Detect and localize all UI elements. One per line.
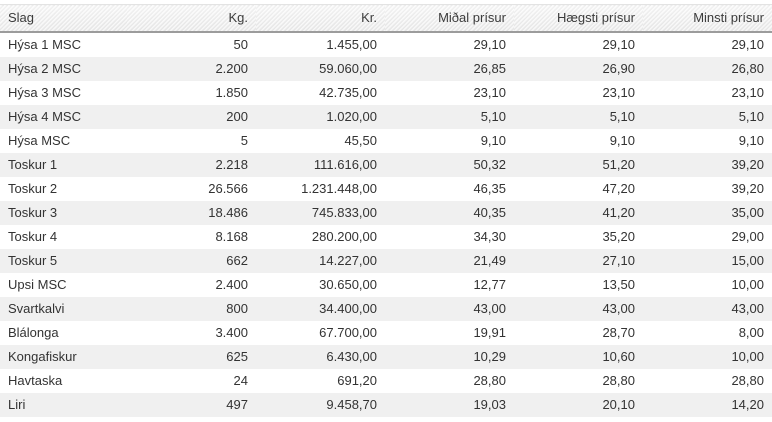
haegsti-prisur-cell: 28,70: [602, 325, 635, 340]
midal-prisur-cell: 9,10: [480, 133, 506, 148]
slag-cell: Toskur 2: [8, 181, 58, 196]
slag-cell: Toskur 1: [0, 153, 127, 177]
haegsti-prisur-cell: 27,10: [514, 249, 643, 273]
column-header-minsti-prisur: Minsti prísur: [643, 5, 772, 33]
slag-cell: Toskur 5: [0, 249, 127, 273]
midal-prisur-cell: 23,10: [473, 85, 506, 100]
minsti-prisur-cell: 9,10: [738, 133, 764, 148]
table-row: [0, 201, 772, 225]
haegsti-prisur-cell: 10,60: [514, 345, 643, 369]
kg-cell: 26.566: [208, 181, 248, 196]
kr-cell: 14.227,00: [256, 249, 385, 273]
kg-cell: 2.200: [127, 57, 256, 81]
slag-cell: Hýsa 3 MSC: [8, 85, 81, 100]
midal-prisur-cell: 5,10: [385, 105, 514, 129]
table-row: [0, 297, 772, 321]
table-row: [0, 225, 772, 249]
column-header-haegsti-prisur: Hægsti prísur: [514, 5, 643, 33]
table-row: [0, 393, 772, 417]
midal-prisur-cell: 19,91: [473, 325, 506, 340]
kr-cell: 691,20: [337, 373, 377, 388]
midal-prisur-cell: 10,29: [385, 345, 514, 369]
haegsti-prisur-cell: 28,80: [602, 373, 635, 388]
haegsti-prisur-cell: 5,10: [514, 105, 643, 129]
slag-cell: Hýsa 2 MSC: [0, 57, 127, 81]
slag-cell: Toskur 4: [8, 229, 58, 244]
table-row: [0, 249, 772, 273]
midal-prisur-cell: 50,32: [385, 153, 514, 177]
kg-cell: 50: [233, 37, 248, 52]
slag-cell: Blálonga: [8, 325, 59, 340]
table-row: [0, 153, 772, 177]
minsti-prisur-cell: 23,10: [731, 85, 764, 100]
kr-cell: 67.700,00: [319, 325, 377, 340]
minsti-prisur-cell: 10,00: [643, 345, 772, 369]
kr-cell: 59.060,00: [256, 57, 385, 81]
haegsti-prisur-cell: 29,10: [602, 37, 635, 52]
kr-cell: 45,50: [344, 133, 377, 148]
column-header-midal-prisur: Miðal prísur: [385, 5, 514, 33]
kg-cell: 662: [127, 249, 256, 273]
minsti-prisur-cell: 29,10: [731, 37, 764, 52]
midal-prisur-cell: 26,85: [385, 57, 514, 81]
table-row: [0, 345, 772, 369]
kr-cell: 9.458,70: [256, 393, 385, 417]
table-row: [0, 321, 772, 345]
kg-cell: 497: [127, 393, 256, 417]
minsti-prisur-cell: 15,00: [643, 249, 772, 273]
table-row: [0, 105, 772, 129]
minsti-prisur-cell: 8,00: [738, 325, 764, 340]
kr-cell: 280.200,00: [311, 229, 377, 244]
minsti-prisur-cell: 26,80: [643, 57, 772, 81]
midal-prisur-cell: 34,30: [473, 229, 506, 244]
midal-prisur-cell: 28,80: [473, 373, 506, 388]
minsti-prisur-cell: 35,00: [643, 201, 772, 225]
kr-cell: 111.616,00: [256, 153, 385, 177]
kg-cell: 625: [127, 345, 256, 369]
table-row: [0, 273, 772, 297]
minsti-prisur-cell: 29,00: [731, 229, 764, 244]
haegsti-prisur-cell: 13,50: [602, 277, 635, 292]
kr-cell: 745.833,00: [256, 201, 385, 225]
minsti-prisur-cell: 5,10: [643, 105, 772, 129]
midal-prisur-cell: 19,03: [385, 393, 514, 417]
table-row: [0, 81, 772, 105]
midal-prisur-cell: 46,35: [473, 181, 506, 196]
slag-cell: Kongafiskur: [0, 345, 127, 369]
slag-cell: Hýsa 1 MSC: [8, 37, 81, 52]
kg-cell: 1.850: [215, 85, 248, 100]
kg-cell: 200: [127, 105, 256, 129]
kg-cell: 8.168: [215, 229, 248, 244]
kg-cell: 18.486: [127, 201, 256, 225]
slag-cell: Liri: [0, 393, 127, 417]
table-row: [0, 177, 772, 201]
midal-prisur-cell: 43,00: [385, 297, 514, 321]
fish-price-table: [0, 4, 772, 417]
midal-prisur-cell: 21,49: [385, 249, 514, 273]
slag-cell: Upsi MSC: [8, 277, 67, 292]
table-row: [0, 129, 772, 153]
slag-cell: Havtaska: [8, 373, 63, 388]
minsti-prisur-cell: 10,00: [731, 277, 764, 292]
haegsti-prisur-cell: 26,90: [514, 57, 643, 81]
kr-cell: 34.400,00: [256, 297, 385, 321]
kg-cell: 2.400: [215, 277, 248, 292]
haegsti-prisur-cell: 47,20: [602, 181, 635, 196]
haegsti-prisur-cell: 41,20: [514, 201, 643, 225]
header-row: [0, 5, 772, 33]
column-header-kr: Kr.: [256, 5, 385, 33]
midal-prisur-cell: 29,10: [473, 37, 506, 52]
kg-cell: 24: [233, 373, 248, 388]
kr-cell: 30.650,00: [319, 277, 377, 292]
table-row: [0, 32, 772, 57]
kr-cell: 1.231.448,00: [301, 181, 377, 196]
column-header-slag: Slag: [0, 5, 127, 33]
slag-cell: Hýsa MSC: [8, 133, 71, 148]
haegsti-prisur-cell: 35,20: [602, 229, 635, 244]
haegsti-prisur-cell: 20,10: [514, 393, 643, 417]
table-row: [0, 369, 772, 393]
table-row: [0, 57, 772, 81]
column-header-kg: Kg.: [127, 5, 256, 33]
midal-prisur-cell: 40,35: [385, 201, 514, 225]
kr-cell: 1.020,00: [256, 105, 385, 129]
midal-prisur-cell: 12,77: [473, 277, 506, 292]
haegsti-prisur-cell: 51,20: [514, 153, 643, 177]
kg-cell: 3.400: [215, 325, 248, 340]
minsti-prisur-cell: 39,20: [731, 181, 764, 196]
kg-cell: 5: [240, 133, 248, 148]
haegsti-prisur-cell: 9,10: [609, 133, 635, 148]
kg-cell: 2.218: [127, 153, 256, 177]
minsti-prisur-cell: 28,80: [731, 373, 764, 388]
haegsti-prisur-cell: 23,10: [602, 85, 635, 100]
table-body: [0, 32, 772, 417]
kg-cell: 800: [127, 297, 256, 321]
kr-cell: 1.455,00: [326, 37, 377, 52]
minsti-prisur-cell: 43,00: [643, 297, 772, 321]
kr-cell: 42.735,00: [319, 85, 377, 100]
slag-cell: Toskur 3: [0, 201, 127, 225]
haegsti-prisur-cell: 43,00: [514, 297, 643, 321]
kr-cell: 6.430,00: [256, 345, 385, 369]
slag-cell: Hýsa 4 MSC: [0, 105, 127, 129]
slag-cell: Svartkalvi: [0, 297, 127, 321]
minsti-prisur-cell: 39,20: [643, 153, 772, 177]
minsti-prisur-cell: 14,20: [643, 393, 772, 417]
